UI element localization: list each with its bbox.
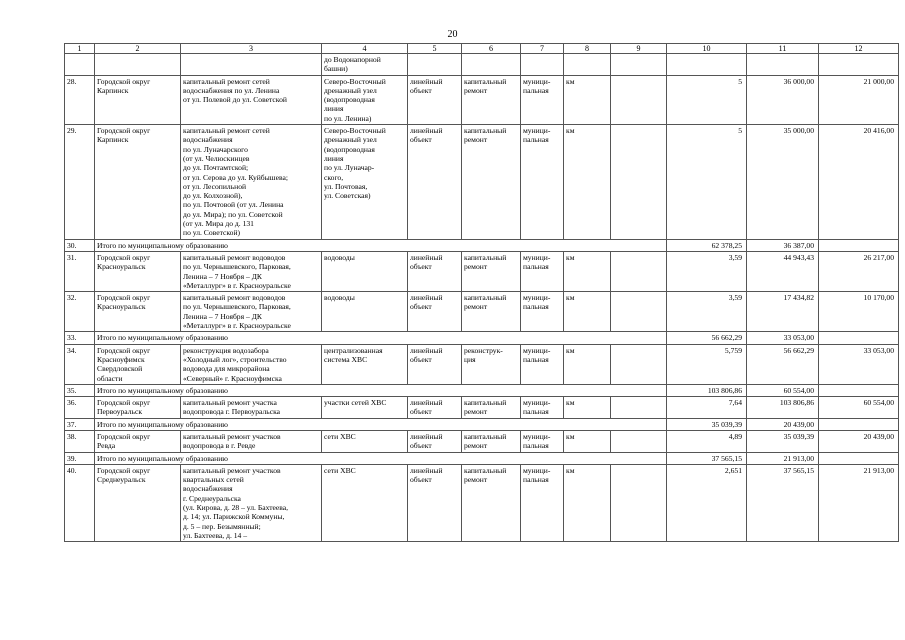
cell-line: муници-: [523, 431, 551, 441]
object-cell: [322, 344, 408, 384]
cell-line: пальная: [523, 354, 549, 364]
cell-line: муници-: [523, 398, 551, 408]
budget-cell: 60 554,00: [747, 384, 819, 396]
cell-line: муници-: [523, 252, 551, 262]
cell-line: области: [97, 373, 123, 383]
description-cell: [181, 292, 322, 332]
cell-line: линейный: [410, 293, 443, 303]
cell-line: линейный: [410, 465, 443, 475]
work-type-cell: [462, 344, 521, 384]
work-type-cell: [462, 397, 521, 419]
empty-cell: [819, 452, 899, 464]
object-cell: [322, 292, 408, 332]
cell-line: капитальный ремонт сетей: [183, 76, 270, 86]
data-table: [64, 43, 899, 542]
object-cell: [322, 430, 408, 452]
cell-line: линейный: [410, 431, 443, 441]
cell-line: Городской округ: [97, 345, 151, 355]
cell-line: до Водонапорной: [324, 55, 381, 64]
cell-line: капитальный ремонт водоводов: [183, 252, 286, 262]
cell-line: муници-: [523, 465, 551, 475]
cell-line: пальная: [523, 475, 549, 485]
cell-line: пальная: [523, 441, 549, 451]
row-number: 32.: [65, 292, 95, 332]
row-number: 40.: [65, 464, 95, 541]
cell-line: пальная: [523, 407, 549, 417]
empty-cell: [611, 430, 667, 452]
column-header: 4: [322, 44, 408, 54]
cell-line: «Металлург» в г. Красноуральске: [183, 280, 291, 290]
cost-cell: 103 806,86: [747, 397, 819, 419]
quantity-cell: 3,59: [667, 251, 747, 291]
empty-cell: [611, 397, 667, 419]
cell-line: капитальный ремонт водоводов: [183, 293, 286, 303]
object-kind-cell: [408, 292, 462, 332]
cell-line: капитальный ремонт участка: [183, 398, 277, 408]
row-number: 33.: [65, 332, 95, 344]
column-header: 5: [408, 44, 462, 54]
budget-cell: 21 913,00: [819, 464, 899, 541]
table-body: [65, 44, 899, 542]
column-header: 8: [564, 44, 611, 54]
table-row: [65, 292, 899, 332]
cell-line: Северо-Восточный: [324, 126, 386, 136]
cost-cell: 56 662,29: [747, 344, 819, 384]
cell-line: пальная: [523, 85, 549, 95]
cell-line: Карпинск: [97, 85, 129, 95]
description-cell: [181, 430, 322, 452]
cell-line: водоснабжения: [183, 135, 233, 145]
cell-line: капитальный: [464, 398, 507, 408]
cell-line: капитальный: [464, 431, 507, 441]
cell-line: Красноуральск: [97, 302, 146, 312]
cell-line: муници-: [523, 345, 551, 355]
cell-line: ремонт: [464, 441, 488, 451]
cell-line: по ул. Советской): [183, 228, 241, 238]
quantity-cell: 5: [667, 75, 747, 124]
quantity-cell: 3,59: [667, 292, 747, 332]
budget-cell: 20 439,00: [819, 430, 899, 452]
empty-cell: [611, 464, 667, 541]
work-type-cell: [462, 75, 521, 124]
cell-line: водоводы: [324, 252, 355, 262]
cell-line: водоснабжения по ул. Ленина: [183, 85, 280, 95]
cell-line: по ул. Луначарского: [183, 144, 248, 154]
object-cell: [322, 464, 408, 541]
table-row: [65, 344, 899, 384]
cell-line: до ул. Мира); по ул. Советской: [183, 209, 283, 219]
cell-line: Первоуральск: [97, 407, 143, 417]
cell-line: капитальный: [464, 252, 507, 262]
empty-cell: [521, 54, 564, 76]
cell-line: объект: [410, 441, 432, 451]
cell-line: реконструкция водозабора: [183, 345, 269, 355]
work-type-cell: [462, 125, 521, 240]
work-type-cell: [462, 251, 521, 291]
cost-cell: 44 943,43: [747, 251, 819, 291]
empty-cell: [611, 125, 667, 240]
cost-cell: 103 806,86: [667, 384, 747, 396]
cell-line: линия: [324, 104, 344, 114]
empty-cell: [408, 54, 462, 76]
cell-line: пальная: [523, 302, 549, 312]
cell-line: объект: [410, 135, 432, 145]
empty-cell: [564, 54, 611, 76]
quantity-cell: 5,759: [667, 344, 747, 384]
cell-line: (водопроводная: [324, 95, 375, 105]
cost-cell: 37 565,15: [667, 452, 747, 464]
empty-cell: [95, 54, 181, 76]
column-header: 1: [65, 44, 95, 54]
cell-line: по ул. Почтовой (от ул. Ленина: [183, 200, 284, 210]
cell-line: муници-: [523, 76, 551, 86]
cell-line: от ул. Серова до ул. Куйбышева;: [183, 172, 288, 182]
cell-line: ремонт: [464, 475, 488, 485]
cell-line: от ул. Полевой до ул. Советской: [183, 95, 287, 105]
empty-cell: [819, 418, 899, 430]
object-kind-cell: [408, 125, 462, 240]
cell-line: башни): [324, 64, 348, 74]
object-kind-cell: [408, 397, 462, 419]
cell-line: Среднеуральск: [97, 475, 146, 485]
cell-line: водопровода г. Первоуральска: [183, 407, 281, 417]
cell-line: объект: [410, 475, 432, 485]
object-cell: [322, 251, 408, 291]
cell-line: (от ул. Челюскинцев: [183, 153, 250, 163]
cell-line: Красноуфимск: [97, 354, 145, 364]
row-number: 38.: [65, 430, 95, 452]
cost-cell: 62 378,25: [667, 239, 747, 251]
object-kind-cell: [408, 251, 462, 291]
cell-line: Городской округ: [97, 398, 151, 408]
unit-cell: км: [564, 251, 611, 291]
cell-line: г. Среднеуральска: [183, 493, 241, 503]
quantity-cell: 5: [667, 125, 747, 240]
unit-cell: км: [564, 397, 611, 419]
row-number: 31.: [65, 251, 95, 291]
column-header: 10: [667, 44, 747, 54]
object-kind-cell: [408, 430, 462, 452]
cell-line: линейный: [410, 345, 443, 355]
cell-line: ул. Советская): [324, 191, 371, 201]
cell-line: ремонт: [464, 135, 488, 145]
cell-line: Городской округ: [97, 252, 151, 262]
row-number: 37.: [65, 418, 95, 430]
cell-line: ремонт: [464, 302, 488, 312]
cell-line: муници-: [523, 293, 551, 303]
row-number: 35.: [65, 384, 95, 396]
budget-cell: 33 053,00: [747, 332, 819, 344]
cell-line: «Северный» г. Красноуфимска: [183, 373, 282, 383]
table-row: [65, 430, 899, 452]
work-type-cell: [462, 430, 521, 452]
cell-line: капитальный ремонт сетей: [183, 126, 270, 136]
cell-line: д. 14; ул. Парижской Коммуны,: [183, 512, 285, 522]
cost-cell: 17 434,82: [747, 292, 819, 332]
cell-line: Свердловской: [97, 364, 143, 374]
object-kind-cell: [408, 75, 462, 124]
cell-line: пальная: [523, 135, 549, 145]
cell-line: ция: [464, 354, 476, 364]
cost-cell: 56 662,29: [667, 332, 747, 344]
table-row: [65, 75, 899, 124]
unit-cell: км: [564, 344, 611, 384]
work-type-cell: [462, 464, 521, 541]
cell-line: от ул. Лесопильной: [183, 181, 247, 191]
cell-line: «Холодный лог», строительство: [183, 354, 287, 364]
budget-cell: 20 416,00: [819, 125, 899, 240]
empty-cell: [611, 75, 667, 124]
row-number: 29.: [65, 125, 95, 240]
cell-line: (от ул. Мира до д. 131: [183, 219, 254, 229]
total-label: Итого по муниципальному образованию: [95, 418, 667, 430]
cell-line: объект: [410, 262, 432, 272]
cell-line: Городской округ: [97, 293, 151, 303]
budget-cell: 26 217,00: [819, 251, 899, 291]
cell-line: линейный: [410, 398, 443, 408]
cell-line: Карпинск: [97, 135, 129, 145]
cost-cell: 37 565,15: [747, 464, 819, 541]
budget-cell: 36 387,00: [747, 239, 819, 251]
total-label: Итого по муниципальному образованию: [95, 332, 667, 344]
cell-line: капитальный: [464, 465, 507, 475]
empty-cell: [462, 54, 521, 76]
continuation-row: [65, 54, 899, 76]
ownership-cell: [521, 125, 564, 240]
cell-line: ремонт: [464, 262, 488, 272]
column-header: 3: [181, 44, 322, 54]
row-number: 34.: [65, 344, 95, 384]
cell-line: ул. Бахтеева, д. 14 –: [183, 530, 248, 540]
object-cell: [322, 75, 408, 124]
table-row: [65, 464, 899, 541]
total-row: [65, 418, 899, 430]
total-label: Итого по муниципальному образованию: [95, 384, 667, 396]
empty-cell: [611, 54, 667, 76]
cost-cell: 35 039,39: [747, 430, 819, 452]
unit-cell: км: [564, 75, 611, 124]
description-cell: [181, 251, 322, 291]
quantity-cell: 4,89: [667, 430, 747, 452]
description-cell: [181, 75, 322, 124]
cell-line: линейный: [410, 126, 443, 136]
cell-line: капитальный: [464, 293, 507, 303]
budget-cell: 33 053,00: [819, 344, 899, 384]
total-row: [65, 452, 899, 464]
cell-line: Ленина – 7 Ноября – ДК: [183, 311, 262, 321]
header-row: [65, 44, 899, 54]
cell-line: объект: [410, 354, 432, 364]
row-number: 28.: [65, 75, 95, 124]
cell-line: квартальных сетей: [183, 475, 244, 485]
empty-cell: [611, 344, 667, 384]
cell-line: по ул. Ленина): [324, 113, 372, 123]
row-number: 30.: [65, 239, 95, 251]
ownership-cell: [521, 292, 564, 332]
cell-line: ремонт: [464, 407, 488, 417]
object-kind-cell: [408, 464, 462, 541]
cell-line: линейный: [410, 252, 443, 262]
cell-line: капитальный: [464, 126, 507, 136]
cell-line: (ул. Кирова, д. 28 – ул. Бахтеева,: [183, 503, 289, 513]
cell-line: дренажный узел: [324, 135, 377, 145]
cell-line: Городской округ: [97, 126, 151, 136]
cell-line: водоснабжения: [183, 484, 233, 494]
unit-cell: км: [564, 464, 611, 541]
cell-line: линия: [324, 153, 344, 163]
region-cell: [95, 292, 181, 332]
region-cell: [95, 251, 181, 291]
cell-line: Городской округ: [97, 465, 151, 475]
page-number: 20: [447, 29, 458, 40]
object-cell: [322, 54, 408, 76]
row-number: 36.: [65, 397, 95, 419]
empty-cell: [819, 332, 899, 344]
cell-line: Городской округ: [97, 431, 151, 441]
cell-line: капитальный: [464, 76, 507, 86]
empty-cell: [747, 54, 819, 76]
region-cell: [95, 125, 181, 240]
empty-cell: [667, 54, 747, 76]
cell-line: Ленина – 7 Ноября – ДК: [183, 271, 262, 281]
empty-cell: [819, 384, 899, 396]
total-label: Итого по муниципальному образованию: [95, 239, 667, 251]
quantity-cell: 2,651: [667, 464, 747, 541]
description-cell: [181, 464, 322, 541]
budget-cell: 21 913,00: [747, 452, 819, 464]
cell-line: сети ХВС: [324, 431, 356, 441]
cell-line: капитальный ремонт участков: [183, 465, 281, 475]
cell-line: капитальный ремонт участков: [183, 431, 281, 441]
budget-cell: 21 000,00: [819, 75, 899, 124]
empty-cell: [181, 54, 322, 76]
cell-line: пальная: [523, 262, 549, 272]
cell-line: «Металлург» в г. Красноуральске: [183, 321, 291, 331]
cell-line: водопровода в г. Ревде: [183, 441, 256, 451]
ownership-cell: [521, 430, 564, 452]
cost-cell: 35 039,39: [667, 418, 747, 430]
cell-line: объект: [410, 85, 432, 95]
cell-line: Северо-Восточный: [324, 76, 386, 86]
table-row: [65, 251, 899, 291]
cell-line: дренажный узел: [324, 85, 377, 95]
column-header: 6: [462, 44, 521, 54]
object-cell: [322, 397, 408, 419]
cell-line: (водопроводная: [324, 144, 375, 154]
empty-cell: [819, 239, 899, 251]
cell-line: Городской округ: [97, 76, 151, 86]
cell-line: по ул. Чернышевского, Парковая,: [183, 302, 291, 312]
region-cell: [95, 344, 181, 384]
cell-line: ул. Почтовая,: [324, 181, 368, 191]
column-header: 11: [747, 44, 819, 54]
column-header: 9: [611, 44, 667, 54]
cell-line: реконструк-: [464, 345, 503, 355]
cost-cell: 35 000,00: [747, 125, 819, 240]
cell-line: ремонт: [464, 85, 488, 95]
empty-cell: [611, 251, 667, 291]
region-cell: [95, 464, 181, 541]
description-cell: [181, 125, 322, 240]
cell-line: участки сетей ХВС: [324, 398, 387, 408]
cell-line: Ревда: [97, 441, 116, 451]
region-cell: [95, 430, 181, 452]
cost-cell: 36 000,00: [747, 75, 819, 124]
total-row: [65, 239, 899, 251]
ownership-cell: [521, 397, 564, 419]
total-row: [65, 384, 899, 396]
cell-line: Красноуральск: [97, 262, 146, 272]
cell-line: объект: [410, 407, 432, 417]
unit-cell: км: [564, 292, 611, 332]
cell-line: ского,: [324, 172, 344, 182]
cell-line: линейный: [410, 76, 443, 86]
cell-line: система ХВС: [324, 354, 368, 364]
cell-line: д. 5 – пер. Безымянный;: [183, 521, 261, 531]
object-kind-cell: [408, 344, 462, 384]
region-cell: [95, 75, 181, 124]
budget-cell: 10 170,00: [819, 292, 899, 332]
ownership-cell: [521, 464, 564, 541]
total-row: [65, 332, 899, 344]
object-cell: [322, 125, 408, 240]
empty-cell: [65, 54, 95, 76]
description-cell: [181, 344, 322, 384]
cell-line: до ул. Почтамтской;: [183, 163, 249, 173]
row-number: 39.: [65, 452, 95, 464]
cell-line: объект: [410, 302, 432, 312]
ownership-cell: [521, 344, 564, 384]
cell-line: сети ХВС: [324, 465, 356, 475]
cell-line: водовода для микрорайона: [183, 364, 270, 374]
unit-cell: км: [564, 125, 611, 240]
table-row: [65, 125, 899, 240]
column-header: 12: [819, 44, 899, 54]
empty-cell: [819, 54, 899, 76]
quantity-cell: 7,64: [667, 397, 747, 419]
table-row: [65, 397, 899, 419]
cell-line: до ул. Колхозной),: [183, 191, 243, 201]
column-header: 7: [521, 44, 564, 54]
region-cell: [95, 397, 181, 419]
unit-cell: км: [564, 430, 611, 452]
description-cell: [181, 397, 322, 419]
cell-line: централизованная: [324, 345, 383, 355]
column-header: 2: [95, 44, 181, 54]
cell-line: водоводы: [324, 293, 355, 303]
budget-cell: 20 439,00: [747, 418, 819, 430]
cell-line: по ул. Чернышевского, Парковая,: [183, 262, 291, 272]
empty-cell: [611, 292, 667, 332]
ownership-cell: [521, 75, 564, 124]
cell-line: муници-: [523, 126, 551, 136]
cell-line: по ул. Луначар-: [324, 163, 375, 173]
budget-cell: 60 554,00: [819, 397, 899, 419]
total-label: Итого по муниципальному образованию: [95, 452, 667, 464]
ownership-cell: [521, 251, 564, 291]
work-type-cell: [462, 292, 521, 332]
